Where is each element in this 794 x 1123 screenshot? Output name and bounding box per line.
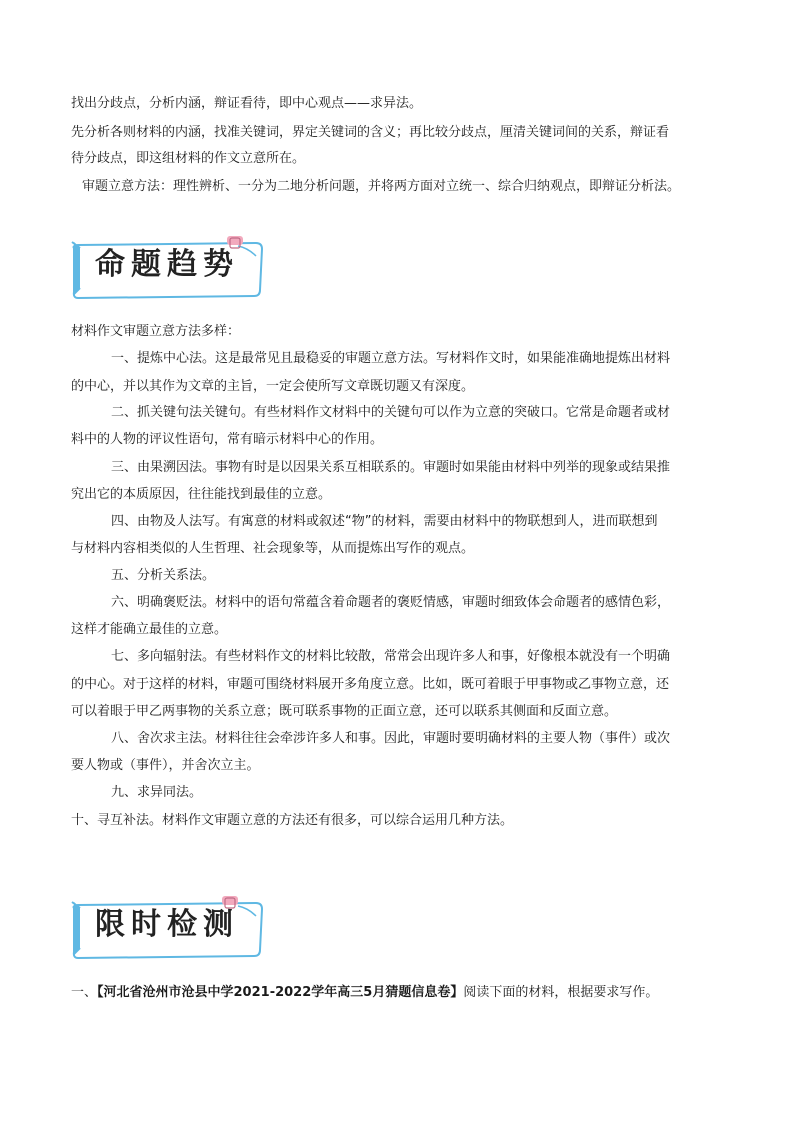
paragraph-line: 料中的人物的评议性语句，常有暗示材料中心的作用。 <box>71 432 384 447</box>
paragraph-line: 六、明确褒贬法。材料中的语句常蕴含着命题者的褒贬情感，审题时细致体会命题者的感情色彩， <box>111 595 671 610</box>
question-line <box>71 984 658 1002</box>
paragraph-line: 九、求异同法。 <box>111 785 203 800</box>
question-number: 一、 <box>71 985 98 1000</box>
paragraph-line: 四、由物及人法写。有寓意的材料或叙述“物”的材料，需要由材料中的物联想到人，进而联想到 <box>111 514 658 529</box>
intro-line: 找出分歧点，分析内涵，辩证看待，即中心观点——求异法。 <box>71 96 423 111</box>
intro-line: 待分歧点，即这组材料的作文立意所在。 <box>71 151 306 166</box>
section-banner-test <box>70 896 266 960</box>
paragraph-line: 究出它的本质原因，往往能找到最佳的立意。 <box>71 487 332 502</box>
paragraph-line: 的中心。对于这样的材料，审题可围绕材料展开多角度立意。比如，既可着眼于甲事物或乙事物立意，还 <box>71 677 670 692</box>
paragraph-line: 八、舍次求主法。材料往往会牵涉许多人和事。因此，审题时要明确材料的主要人物（事件）或次 <box>111 731 671 746</box>
paragraph-line: 十、寻互补法。材料作文审题立意的方法还有很多，可以综合运用几种方法。 <box>71 813 514 828</box>
paragraph-line: 五、分析关系法。 <box>111 568 216 583</box>
paragraph-line: 七、多向辐射法。有些材料作文的材料比较散，常常会出现许多人和事，好像根本就没有一个明确 <box>111 649 671 664</box>
paragraph-line: 这样才能确立最佳的立意。 <box>71 622 228 637</box>
intro-line: 审题立意方法：理性辨析、一分为二地分析问题，并将两方面对立统一、综合归纳观点，即辩证分析法。 <box>82 179 681 194</box>
paragraph-line: 要人物或（事件），并舍次立主。 <box>71 758 260 773</box>
section-title: 命题趋势 <box>95 247 239 282</box>
paragraph-line: 一、提炼中心法。这是最常见且最稳妥的审题立意方法。写材料作文时，如果能准确地提炼出材料 <box>111 351 671 366</box>
section-title: 限时检测 <box>95 907 239 942</box>
paragraph-line: 三、由果溯因法。事物有时是以因果关系互相联系的。审题时如果能由材料中列举的现象或结果推 <box>111 460 671 475</box>
paragraph-line: 的中心，并以其作为文章的主旨，一定会使所写文章既切题又有深度。 <box>71 379 475 394</box>
paragraph-line: 与材料内容相类似的人生哲理、社会现象等，从而提炼出写作的观点。 <box>71 541 475 556</box>
paragraph-line: 可以着眼于甲乙两事物的关系立意；既可联系事物的正面立意，还可以联系其侧面和反面立意。 <box>71 704 618 719</box>
question-text: 阅读下面的材料，根据要求写作。 <box>463 985 659 1000</box>
intro-line: 先分析各则材料的内涵，找准关键词，界定关键词的含义；再比较分歧点，厘清关键词间的关系，辩证看 <box>71 125 670 140</box>
paragraph-line: 二、抓关键句法关键句。有些材料作文材料中的关键句可以作为立意的突破口。它常是命题者或材 <box>111 405 671 420</box>
question-source: 【河北省沧州市沧县中学2021-2022学年高三5月猜题信息卷】 <box>97 985 464 1000</box>
section-banner-trend <box>70 236 266 300</box>
paragraph-line: 材料作文审题立意方法多样： <box>71 324 241 339</box>
